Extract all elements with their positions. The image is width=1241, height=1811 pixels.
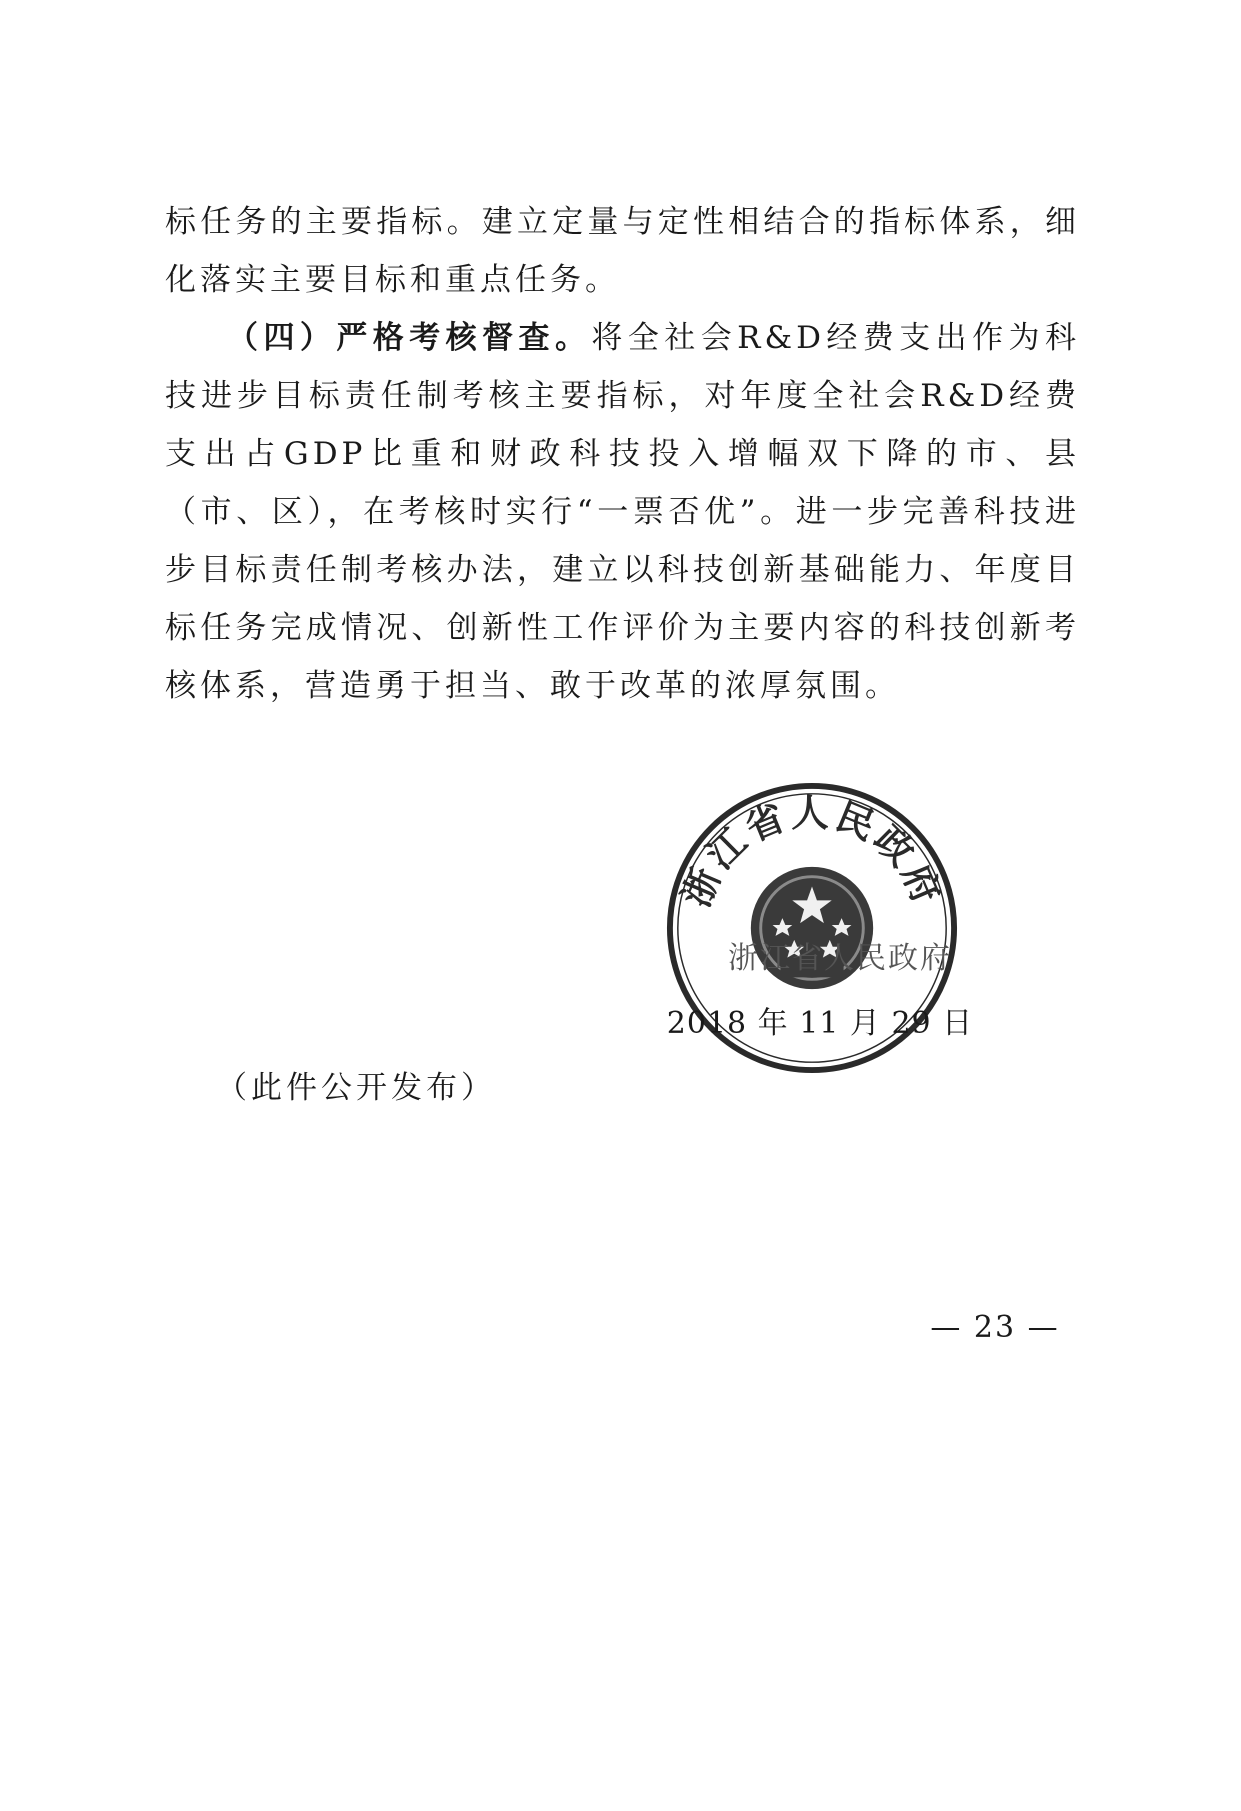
issue-date: 2018 年 11 月 29 日 bbox=[666, 1006, 974, 1041]
paragraph-text: 将全社会R&D经费支出作为科技进步目标责任制考核主要指标，对年度全社会R&D经费支出占GDP比重和财政科技投入增幅双下降的市、县（市、区），在考核时实行“一票否优”。进一步完善科技进步目标责任制考核办法，建立以科技创新基础能力、年度目标任务完成情况、创新性工作评价为主要内容的科技创新考核体系，营造勇于担当、敢于改革的浓厚氛围。 bbox=[165, 320, 1080, 704]
paragraph-continuation bbox=[165, 193, 1080, 309]
disclosure-note: （此件公开发布） bbox=[216, 1070, 496, 1106]
issuer-signature: 浙江省人民政府 bbox=[728, 941, 952, 976]
seal-text: 浙江省人民政府 bbox=[673, 790, 951, 914]
section-heading: （四）严格考核督查。 bbox=[227, 320, 592, 356]
body-text bbox=[165, 193, 1080, 715]
page-number: — 23 — bbox=[930, 1310, 1060, 1345]
paragraph-text: 标任务的主要指标。建立定量与定性相结合的指标体系，细化落实主要目标和重点任务。 bbox=[165, 204, 1080, 298]
paragraph-section-four bbox=[165, 309, 1080, 715]
